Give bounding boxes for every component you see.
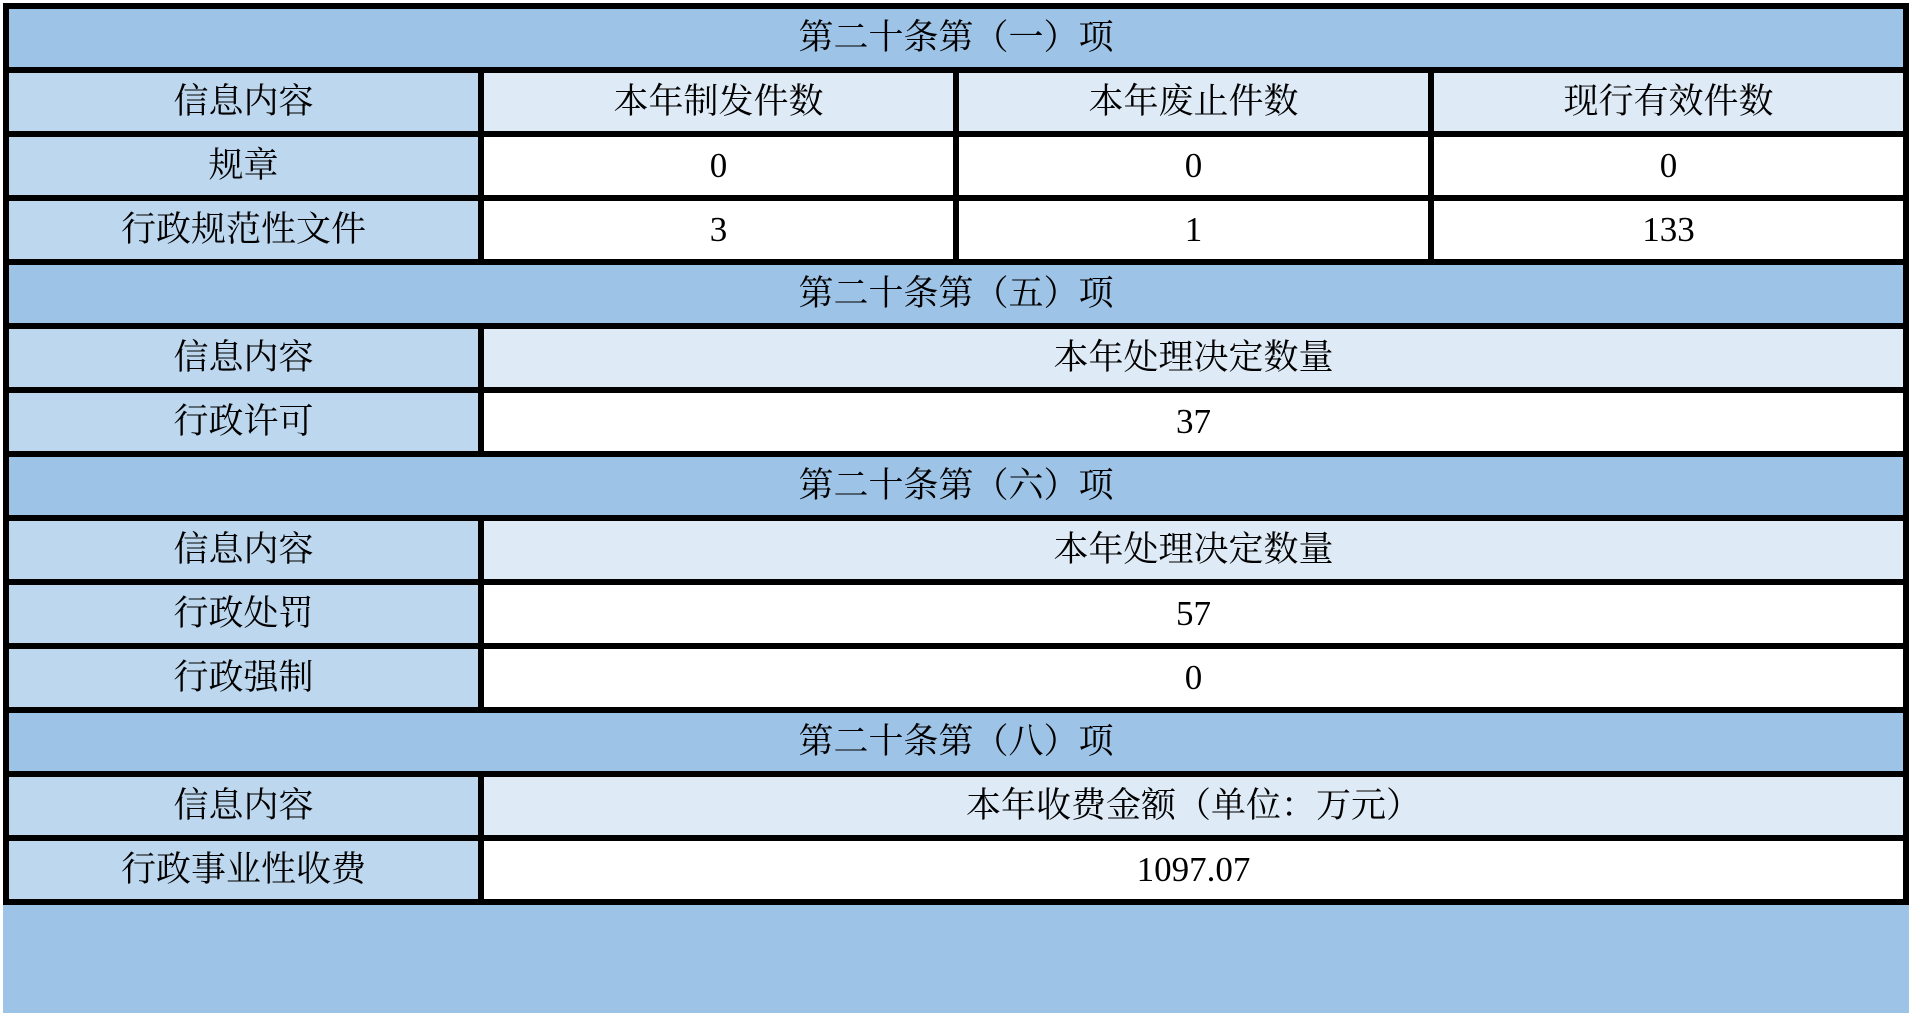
section-2-column-header-row [6,326,1906,390]
row-label: 行政处罚 [6,582,481,646]
column-header-info-content: 信息内容 [6,518,481,582]
cell-value: 0 [481,134,956,198]
column-header-info-content: 信息内容 [6,774,481,838]
cell-value: 0 [1431,134,1906,198]
table-row-administrative-penalty [6,582,1906,646]
cell-value: 3 [481,198,956,262]
column-header-effective-count: 现行有效件数 [1431,70,1906,134]
section-1-column-header-row [6,70,1906,134]
row-label: 规章 [6,134,481,198]
cell-value: 37 [481,390,1906,454]
column-header-decisions-count: 本年处理决定数量 [481,326,1906,390]
section-4-title: 第二十条第（八）项 [6,710,1906,774]
row-label: 行政强制 [6,646,481,710]
column-header-info-content: 信息内容 [6,70,481,134]
section-2-title: 第二十条第（五）项 [6,262,1906,326]
next-section-partial-header [3,905,1909,1013]
cell-value: 0 [956,134,1431,198]
table-row-administrative-fees [6,838,1906,902]
row-label: 行政许可 [6,390,481,454]
column-header-fees-amount: 本年收费金额（单位：万元） [481,774,1906,838]
row-label: 行政事业性收费 [6,838,481,902]
section-2-header-row [6,262,1906,326]
table-row-normative-documents [6,198,1906,262]
cell-value: 133 [1431,198,1906,262]
section-1-title: 第二十条第（一）项 [6,6,1906,70]
section-3-header-row [6,454,1906,518]
column-header-issued-count: 本年制发件数 [481,70,956,134]
section-3-column-header-row [6,518,1906,582]
section-1-header-row [6,6,1906,70]
section-4-header-row [6,710,1906,774]
column-header-info-content: 信息内容 [6,326,481,390]
table-row-administrative-coercion [6,646,1906,710]
cell-value: 1097.07 [481,838,1906,902]
section-3-title: 第二十条第（六）项 [6,454,1906,518]
cell-value: 1 [956,198,1431,262]
cell-value: 57 [481,582,1906,646]
column-header-decisions-count: 本年处理决定数量 [481,518,1906,582]
section-4-column-header-row [6,774,1906,838]
cell-value: 0 [481,646,1906,710]
row-label: 行政规范性文件 [6,198,481,262]
column-header-abolished-count: 本年废止件数 [956,70,1431,134]
table-row-administrative-licensing [6,390,1906,454]
article20-statistics-table [3,3,1909,905]
table-row-rules [6,134,1906,198]
